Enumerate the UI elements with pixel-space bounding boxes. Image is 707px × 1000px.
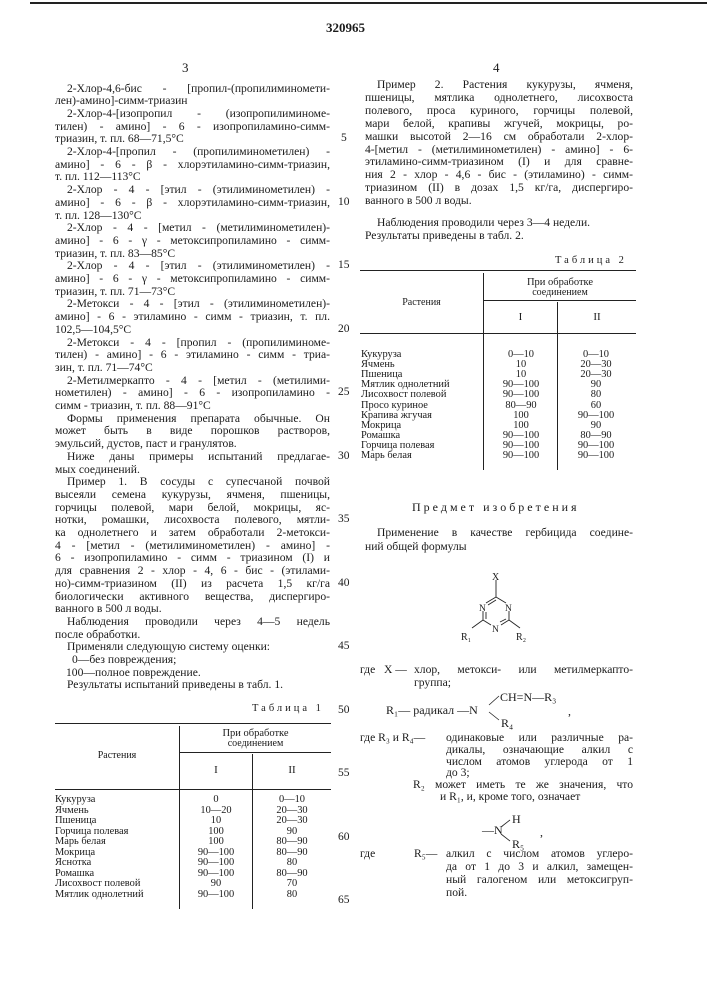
text-line: Формы применения препарата обычные. Он xyxy=(67,412,330,425)
margin-line-number: 40 xyxy=(338,577,350,590)
value-II: 60 xyxy=(566,401,626,412)
table-1-sub-rule xyxy=(180,752,331,753)
text-line: этиламино-симм-триазином (I) и для сравне- xyxy=(365,155,633,168)
text-line: т. пл. 128—130°С xyxy=(55,209,330,222)
value-I: 0 xyxy=(186,795,246,806)
table-1-group-header-2: соединением xyxy=(180,739,331,749)
text-line: 6 - изопропиламино - симм - триазином (I) и xyxy=(55,551,330,564)
text-line: мых соединений. xyxy=(55,463,330,476)
table-2-top-rule xyxy=(360,270,636,271)
text-line: 2-Хлор - 4 - [метил - (метилиминометилен)- xyxy=(67,221,330,234)
text-line: числом атомов углерода от 1 xyxy=(446,755,633,768)
nh-group-comma: , xyxy=(540,825,543,840)
value-II: 90—100 xyxy=(566,411,626,422)
margin-line-number: 15 xyxy=(338,259,350,272)
table-1-plants-header: Растения xyxy=(55,751,179,761)
value-II: 20—30 xyxy=(566,370,626,381)
text-line: биологически активного вещества, диспергиро- xyxy=(55,590,330,603)
text-line: 2-Метилмеркапто - 4 - [метил - (метилими- xyxy=(67,374,330,387)
r5-def-lead: где xyxy=(360,847,375,860)
x-def-line: хлор, метокси- или метилмеркапто- xyxy=(414,663,633,676)
text-line: Применяли следующую систему оценки: xyxy=(67,640,330,653)
value-I: 90—100 xyxy=(186,858,246,869)
text-line: Ниже даны примеры испытаний предлагае- xyxy=(67,450,330,463)
value-II: 80—90 xyxy=(262,837,322,848)
text-line: высеяли семена кукурузы, ячменя, пшеницы, xyxy=(55,488,330,501)
table-1-col-I: I xyxy=(180,766,252,776)
claims-intro-line: ний общей формулы xyxy=(365,540,633,553)
text-line: машки высотой 2—16 см обработали 2-хлор- xyxy=(365,130,633,143)
r1-def-lead: R₁— радикал —N xyxy=(386,703,478,718)
r2-def-line: R₂ может иметь те же значения, что xyxy=(413,778,633,791)
r1-def-comma: , xyxy=(568,704,571,719)
margin-line-number: 65 xyxy=(338,894,350,907)
text-line: пшеницы, мятлика однолетнего, лисохвоста xyxy=(365,91,633,104)
margin-line-number: 25 xyxy=(338,386,350,399)
value-II: 90—100 xyxy=(566,441,626,452)
text-line: ния 2 - хлор - 4,6 - бис - (этиламино) - симм- xyxy=(365,168,633,181)
table-1-group-header-1: При обработке xyxy=(180,729,331,739)
value-II: 70 xyxy=(262,879,322,890)
plant-name: Пшеница xyxy=(361,370,402,381)
text-line: ванного в 500 л воды. xyxy=(365,194,633,207)
structure-r2-label: R₂ xyxy=(516,632,526,643)
value-II: 90 xyxy=(566,421,626,432)
plant-name: Горчица полевая xyxy=(361,441,434,452)
text-line: триазин, т. пл. 83—85°С xyxy=(55,247,330,260)
value-II: 0—10 xyxy=(262,795,322,806)
value-II: 90 xyxy=(566,380,626,391)
text-line: Наблюдения проводили через 4—5 недель xyxy=(67,615,330,628)
margin-line-number: 20 xyxy=(338,323,350,336)
page-number-right: 4 xyxy=(493,60,500,76)
page-number-left: 3 xyxy=(182,60,189,76)
plant-name: Кукуруза xyxy=(361,350,401,361)
value-II: 20—30 xyxy=(262,806,322,817)
text-line: для сравнения 2 - хлор - 4, 6 - бис - (этилами- xyxy=(55,564,330,577)
text-line: ванного в 500 л воды. xyxy=(55,602,330,615)
value-I: 90—100 xyxy=(186,848,246,859)
value-I: 10 xyxy=(186,816,246,827)
text-line: т. пл. 112—113°С xyxy=(55,170,330,183)
table-1-divider-2 xyxy=(252,754,253,909)
plant-name: Ромашка xyxy=(55,869,94,880)
value-I: 90—100 xyxy=(491,431,551,442)
margin-line-number: 5 xyxy=(341,132,347,145)
text-line: алкил с числом атомов углеро- xyxy=(446,847,633,860)
value-I: 100 xyxy=(186,837,246,848)
plant-name: Крапива жгучая xyxy=(361,411,432,422)
nh-group-h: H xyxy=(512,812,521,827)
text-line: 2-Хлор-4-[изопропил - (изопропилиминоме- xyxy=(67,107,330,120)
value-II: 20—30 xyxy=(566,360,626,371)
plant-name: Кукуруза xyxy=(55,795,95,806)
table-2-col-II: II xyxy=(558,313,636,323)
text-line: 2-Хлор - 4 - [этил - (этилиминометилен) - xyxy=(67,259,330,272)
value-I: 100 xyxy=(491,411,551,422)
value-I: 100 xyxy=(186,827,246,838)
plant-name: Яснотка xyxy=(55,858,91,869)
plant-name: Пшеница xyxy=(55,816,96,827)
text-line: амино] - 6 - этиламино - симм - триазин, т. пл. xyxy=(55,310,330,323)
plant-name: Мятлик однолетний xyxy=(361,380,450,391)
text-line: амино] - 6 - γ - метоксипропиламино - симм- xyxy=(55,234,330,247)
value-II: 80 xyxy=(262,858,322,869)
value-I: 10 xyxy=(491,370,551,381)
table-1-top-rule xyxy=(55,723,331,724)
value-II: 0—10 xyxy=(566,350,626,361)
table-2-group-header-1: При обработке xyxy=(484,278,636,288)
text-line: триазином (II) в дозах 1,5 кг/га, диспергиро- xyxy=(365,181,633,194)
value-I: 90—100 xyxy=(491,451,551,462)
value-I: 90—100 xyxy=(491,441,551,452)
margin-line-number: 30 xyxy=(338,450,350,463)
text-line: триазин, т. пл. 71—73°С xyxy=(55,285,330,298)
plant-name: Горчица полевая xyxy=(55,827,128,838)
text-line: 100—полное повреждение. xyxy=(66,666,329,679)
plant-name: Ячмень xyxy=(55,806,89,817)
value-I: 10 xyxy=(491,360,551,371)
value-II: 90—100 xyxy=(566,451,626,462)
text-line: до 3; xyxy=(446,766,633,779)
table-2-sub-rule xyxy=(484,300,636,301)
text-line: нометилен) - амино] - 6 - изопропиламино - xyxy=(55,386,330,399)
table-1-divider xyxy=(179,726,180,909)
text-line: 4 - [метил - (метилиминометилен) - амино] - xyxy=(55,539,330,552)
text-line: Наблюдения проводили через 3—4 недели. xyxy=(377,216,590,229)
value-I: 0—10 xyxy=(491,350,551,361)
structure-x-label: X xyxy=(492,572,500,583)
patent-page xyxy=(0,0,707,1000)
value-I: 90 xyxy=(186,879,246,890)
plant-name: Мокрица xyxy=(361,421,401,432)
table-2-group-header-2: соединением xyxy=(484,288,636,298)
text-line: после обработки. xyxy=(55,628,330,641)
text-line: пой. xyxy=(446,886,633,899)
text-line: полевого, проса куриного, горчицы полевой, xyxy=(365,104,633,117)
structure-r1-label: R₁ xyxy=(461,632,471,643)
x-def-symbol: X — xyxy=(384,663,407,676)
value-I: 10—20 xyxy=(186,806,246,817)
structure-n-bottom: N xyxy=(492,625,499,635)
text-line: да от 1 до 3 и алкил, замещен- xyxy=(446,860,633,873)
text-line: одинаковые или различные ра- xyxy=(446,731,633,744)
text-line: Результаты приведены в табл. 2. xyxy=(365,229,524,242)
plant-name: Лисохвост полевой xyxy=(55,879,140,890)
text-line: ный галогеном или метоксигруп- xyxy=(446,873,633,886)
text-line: симм - триазин, т. пл. 88—91°С xyxy=(55,399,330,412)
text-line: триазин, т. пл. 68—71,5°С xyxy=(55,132,330,145)
value-I: 100 xyxy=(491,421,551,432)
plant-name: Просо куриное xyxy=(361,401,428,412)
table-1-caption: Таблица 1 xyxy=(252,703,324,714)
triazine-structure xyxy=(440,560,550,650)
margin-line-number: 50 xyxy=(338,704,350,717)
text-line: лен)-амино]-симм-триазин xyxy=(55,94,330,107)
text-line: Результаты испытаний приведены в табл. 1. xyxy=(67,678,330,691)
table-1-header-rule xyxy=(55,789,331,790)
text-line: 2-Хлор-4-[пропил - (пропилиминометилен) - xyxy=(67,145,330,158)
table-2-header-rule xyxy=(360,333,636,334)
value-II: 80—90 xyxy=(566,431,626,442)
plant-name: Марь белая xyxy=(55,837,106,848)
nh-group-r5: R₅ xyxy=(512,837,524,852)
value-I: 90—100 xyxy=(186,869,246,880)
text-line: ка однолетнего и затем обработали 2-метокси- xyxy=(55,526,330,539)
value-II: 90 xyxy=(262,827,322,838)
value-II: 80 xyxy=(566,390,626,401)
text-line: но)-симм-триазином (II) из расчета 1,5 кг/га xyxy=(55,577,330,590)
r3r4-def-lead: где R₃ и R₄— xyxy=(360,731,425,744)
text-line: амино] - 6 - β - хлорэтиламино-симм-триазин, xyxy=(55,196,330,209)
value-II: 80—90 xyxy=(262,869,322,880)
text-line: 0—без повреждения; xyxy=(72,653,335,666)
patent-number: 320965 xyxy=(326,20,365,36)
plant-name: Мятлик однолетний xyxy=(55,890,144,901)
value-I: 90—100 xyxy=(491,380,551,391)
margin-line-number: 35 xyxy=(338,513,350,526)
table-1-col-II: II xyxy=(253,766,331,776)
r1-def-upper: CH=N—R₃ xyxy=(500,690,556,705)
text-line: горчицы полевой, мари белой, мокрицы, яс- xyxy=(55,501,330,514)
text-line: дикалы, означающие алкил с xyxy=(446,743,633,756)
text-line: тилен) - амино] - 6 - изопропиламино-симм- xyxy=(55,120,330,133)
top-rule xyxy=(30,2,707,4)
text-line: нотки, ромашки, лисохвоста полевого, мятли- xyxy=(55,513,330,526)
margin-line-number: 60 xyxy=(338,831,350,844)
value-I: 90—100 xyxy=(491,390,551,401)
table-2-divider xyxy=(483,273,484,470)
claims-title: Предмет изобретения xyxy=(412,500,580,515)
x-def-line: группа; xyxy=(414,676,633,689)
x-def-lead: где xyxy=(360,663,375,676)
margin-line-number: 55 xyxy=(338,767,350,780)
text-line: мари белой, крапивы жгучей, мокрицы, ро- xyxy=(365,117,633,130)
text-line: амино] - 6 - β - хлорэтиламино-симм-триазин, xyxy=(55,158,330,171)
text-line: Пример 2. Растения кукурузы, ячменя, xyxy=(377,78,633,91)
text-line: 102,5—104,5°С xyxy=(55,323,330,336)
text-line: 2-Метокси - 4 - [этил - (этилиминометилен)- xyxy=(67,297,330,310)
text-line: Пример 1. В сосуды с супесчаной почвой xyxy=(67,475,330,488)
plant-name: Марь белая xyxy=(361,451,412,462)
value-I: 80—90 xyxy=(491,401,551,412)
structure-n-left: N xyxy=(479,604,486,614)
value-II: 80 xyxy=(262,890,322,901)
text-line: 2-Хлор - 4 - [этил - (этилиминометилен) - xyxy=(67,183,330,196)
value-I: 90—100 xyxy=(186,890,246,901)
text-line: 2-Метокси - 4 - [пропил - (пропилиминоме- xyxy=(67,336,330,349)
margin-line-number: 10 xyxy=(338,196,350,209)
plant-name: Ячмень xyxy=(361,360,395,371)
text-line: 4-[метил - (метилиминометилен) - амино] - 6- xyxy=(365,143,633,156)
table-2-plants-header: Растения xyxy=(360,298,483,308)
structure-n-right: N xyxy=(505,604,512,614)
value-II: 80—90 xyxy=(262,848,322,859)
plant-name: Лисохвост полевой xyxy=(361,390,446,401)
claims-intro-line: Применение в качестве гербицида соедине- xyxy=(377,526,633,539)
nh-group-n: —N xyxy=(482,823,503,838)
table-2-caption: Таблица 2 xyxy=(555,255,627,266)
table-2-col-I: I xyxy=(484,313,557,323)
plant-name: Ромашка xyxy=(361,431,400,442)
text-line: 2-Хлор-4,6-бис - [пропил-(пропилиминомети- xyxy=(67,82,330,95)
text-line: может быть в виде порошков растворов, xyxy=(55,424,330,437)
r2-def-line: и R₁, и, кроме того, означает xyxy=(440,790,633,803)
r1-def-lower: R₄ xyxy=(501,716,513,731)
text-line: зин, т. пл. 71—74°С xyxy=(55,361,330,374)
margin-line-number: 45 xyxy=(338,640,350,653)
text-line: тилен) - амино] - 6 - этиламино - симм - триа- xyxy=(55,348,330,361)
plant-name: Мокрица xyxy=(55,848,95,859)
table-2-divider-2 xyxy=(557,302,558,470)
text-line: амино] - 6 - γ - метоксипропиламино - симм- xyxy=(55,272,330,285)
text-line: эмульсий, дустов, паст и гранулятов. xyxy=(55,437,330,450)
value-II: 20—30 xyxy=(262,816,322,827)
r5-def-symbol: R₅— xyxy=(414,847,437,860)
